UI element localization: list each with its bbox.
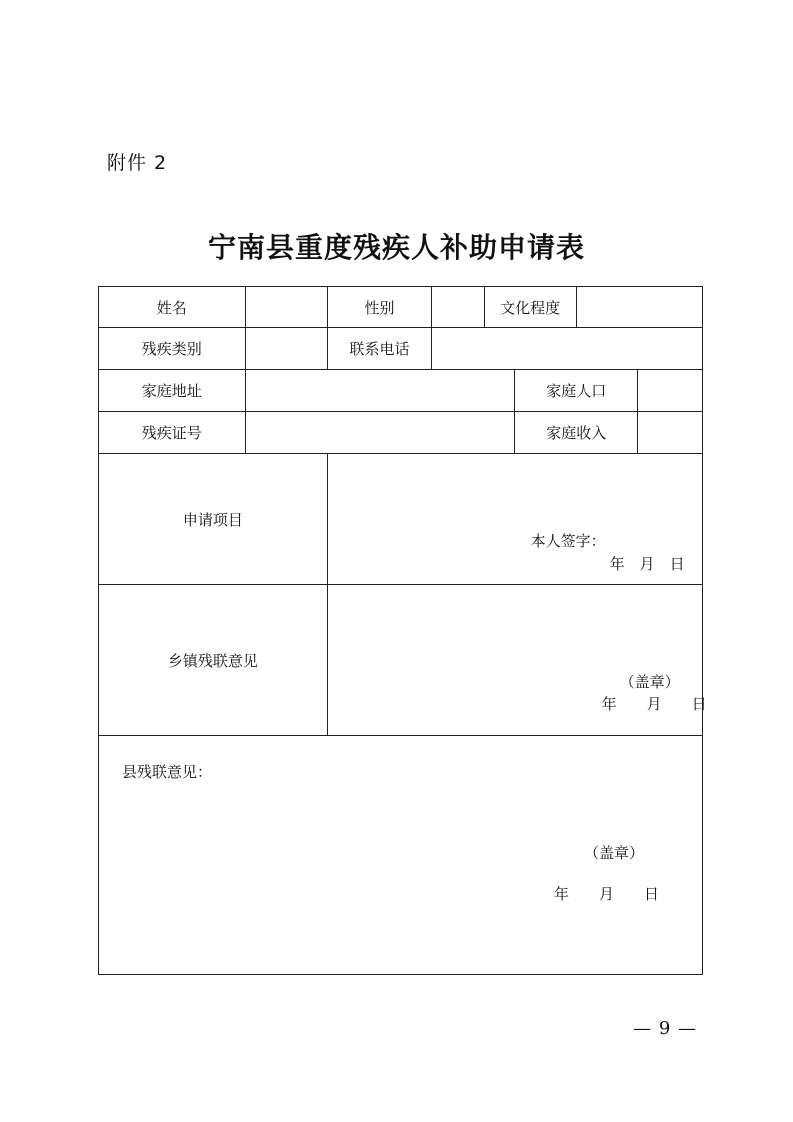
township-seal: （盖章） [619, 673, 680, 691]
address-field[interactable] [245, 370, 515, 412]
household-size-label: 家庭人口 [515, 370, 638, 412]
signature-label: 本人签字： [530, 532, 606, 550]
disability-type-label: 残疾类别 [99, 328, 246, 370]
application-item-label: 申请项目 [99, 454, 328, 585]
form-title: 宁南县重度残疾人补助申请表 [207, 231, 585, 264]
county-seal: （盖章） [584, 844, 645, 862]
county-opinion-field[interactable] [99, 736, 703, 975]
application-item-field[interactable] [327, 454, 702, 585]
phone-label: 联系电话 [327, 328, 432, 370]
attachment-label: 附件 2 [107, 152, 168, 174]
education-field[interactable] [576, 287, 702, 328]
name-label: 姓名 [99, 287, 246, 328]
household-income-field[interactable] [638, 412, 703, 454]
address-label: 家庭地址 [99, 370, 246, 412]
gender-field[interactable] [432, 287, 484, 328]
disability-cert-label: 残疾证号 [99, 412, 246, 454]
disability-type-field[interactable] [245, 328, 327, 370]
disability-cert-field[interactable] [245, 412, 515, 454]
county-date: 年 月 日 [554, 885, 660, 903]
application-form-table [98, 286, 707, 975]
education-label: 文化程度 [484, 287, 576, 328]
township-opinion-label: 乡镇残联意见 [99, 585, 328, 736]
township-opinion-field[interactable] [327, 585, 707, 736]
gender-label: 性别 [327, 287, 432, 328]
household-size-field[interactable] [638, 370, 703, 412]
applicant-date: 年 月 日 [609, 555, 685, 573]
page-number: — 9 — [633, 1018, 697, 1039]
name-field[interactable] [245, 287, 327, 328]
township-date: 年 月 日 [601, 695, 707, 713]
household-income-label: 家庭收入 [515, 412, 638, 454]
phone-field[interactable] [432, 328, 703, 370]
county-opinion-label: 县残联意见： [122, 763, 213, 781]
